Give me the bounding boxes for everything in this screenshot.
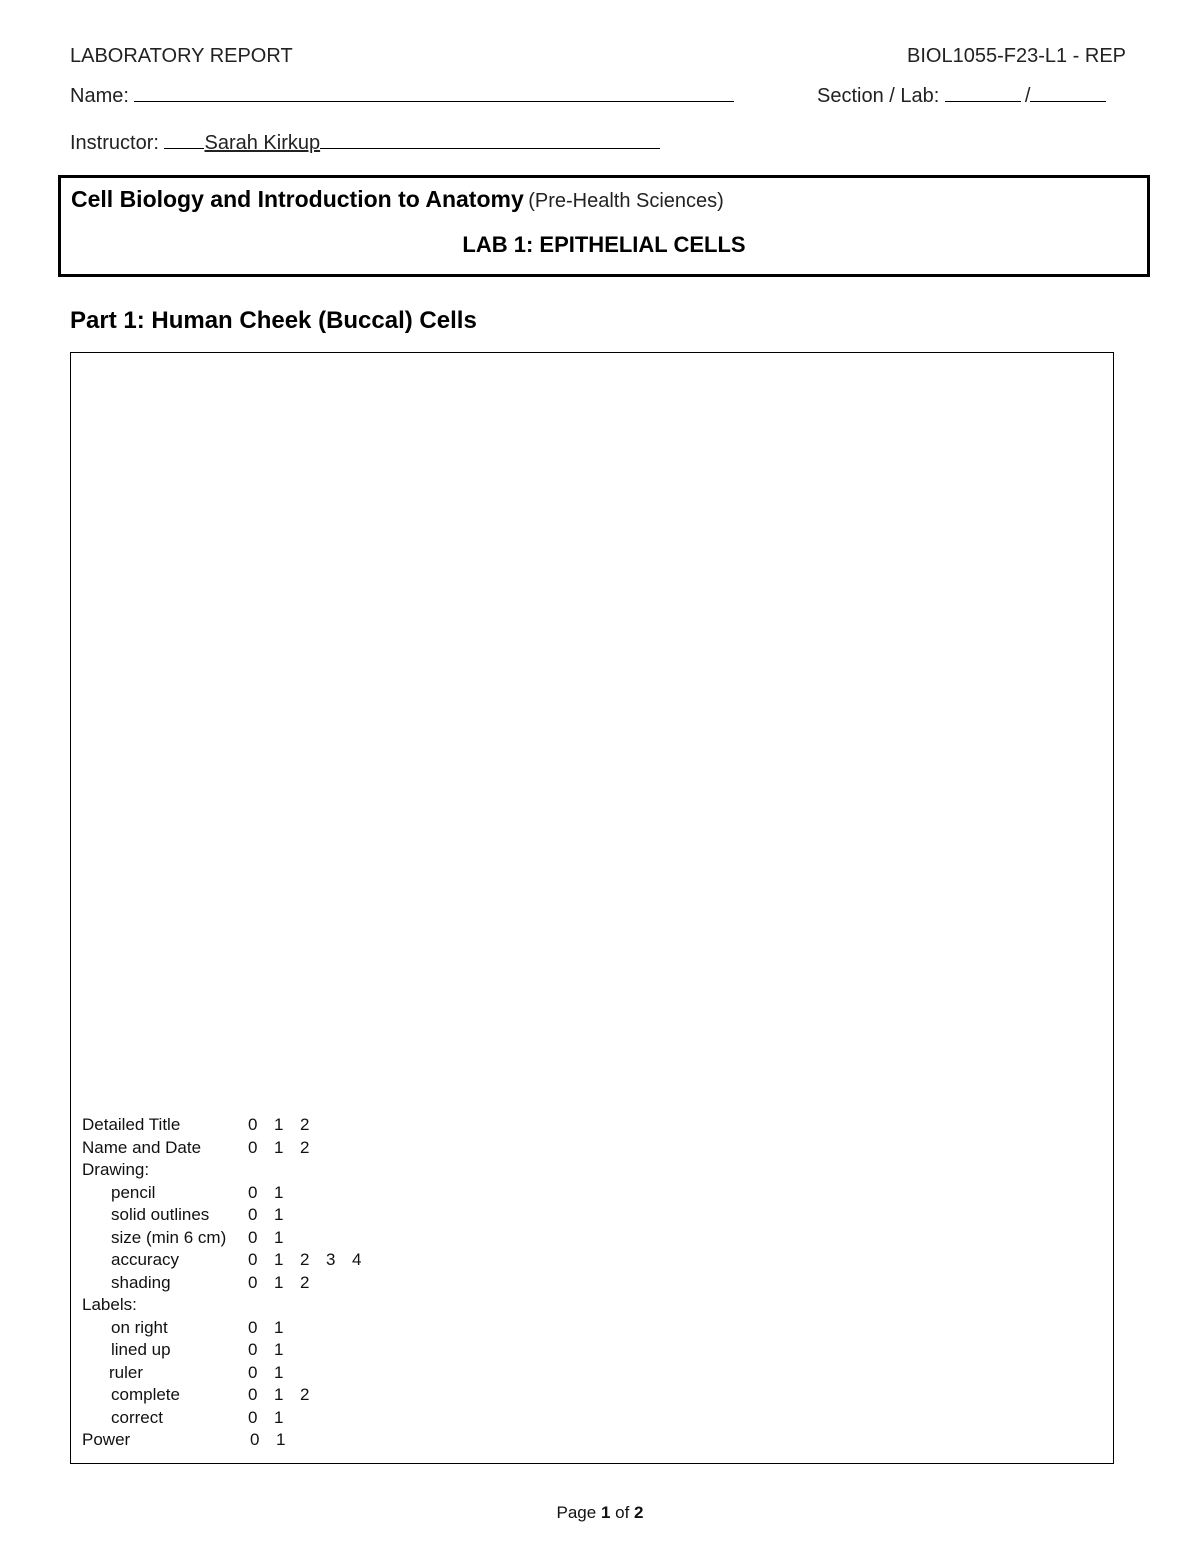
part1-title: Part 1: Human Cheek (Buccal) Cells xyxy=(70,307,477,334)
rubric-score-option[interactable]: 2 xyxy=(300,1137,310,1157)
rubric-score-option[interactable]: 1 xyxy=(274,1317,284,1337)
rubric-score-option[interactable]: 0 xyxy=(248,1182,258,1202)
rubric-scores xyxy=(248,1317,300,1340)
instructor-name: Sarah Kirkup xyxy=(204,132,321,154)
rubric-score-option[interactable]: 0 xyxy=(248,1272,258,1292)
section-separator: / xyxy=(1024,85,1031,107)
rubric-score-option[interactable]: 1 xyxy=(274,1362,284,1382)
rubric-score-option[interactable]: 1 xyxy=(274,1137,284,1157)
name-label: Name: xyxy=(70,85,135,107)
rubric-score-option[interactable]: 0 xyxy=(248,1115,258,1134)
rubric-score-option[interactable]: 0 xyxy=(248,1407,258,1427)
name-field[interactable] xyxy=(134,100,734,102)
rubric-score-option[interactable]: 1 xyxy=(276,1430,286,1449)
course-title-row xyxy=(71,186,724,213)
rubric-scores xyxy=(248,1182,300,1205)
section-field[interactable] xyxy=(945,101,1021,102)
rubric-score-option[interactable]: 1 xyxy=(274,1407,284,1427)
rubric-score-option[interactable]: 0 xyxy=(248,1385,258,1404)
rubric-score-option[interactable]: 1 xyxy=(274,1385,284,1404)
rubric-label: Name and Date xyxy=(82,1137,202,1157)
rubric-label: shading xyxy=(111,1272,171,1292)
rubric-score-option[interactable]: 1 xyxy=(274,1115,284,1134)
course-title: Cell Biology and Introduction to Anatomy xyxy=(71,186,524,212)
report-label: LABORATORY REPORT xyxy=(70,45,293,67)
page-word: Page xyxy=(556,1503,601,1522)
rubric-scores xyxy=(248,1227,300,1250)
rubric-score-option[interactable]: 0 xyxy=(248,1340,258,1359)
rubric-label: on right xyxy=(111,1317,168,1337)
title-box xyxy=(58,175,1150,277)
rubric-score-option[interactable]: 0 xyxy=(248,1317,258,1337)
rubric-score-option[interactable]: 2 xyxy=(300,1385,310,1404)
section-row xyxy=(817,85,1106,108)
rubric-scores xyxy=(248,1384,326,1407)
rubric-score-option[interactable]: 4 xyxy=(352,1250,362,1269)
rubric-score-option[interactable]: 1 xyxy=(274,1340,284,1359)
instructor-row xyxy=(70,132,660,155)
instructor-label: Instructor: xyxy=(70,132,165,154)
drawing-area[interactable] xyxy=(70,352,1114,1464)
lab-field[interactable] xyxy=(1030,101,1106,102)
rubric-score-option[interactable]: 1 xyxy=(274,1250,284,1269)
rubric-score-option[interactable]: 2 xyxy=(300,1250,310,1269)
rubric-label: solid outlines xyxy=(111,1205,210,1224)
rubric-scores xyxy=(248,1114,326,1137)
rubric-label: pencil xyxy=(111,1182,156,1202)
rubric-label: Labels: xyxy=(82,1295,137,1314)
rubric-score-option[interactable]: 0 xyxy=(248,1227,258,1247)
rubric-label: correct xyxy=(111,1407,163,1427)
lab-title: LAB 1: EPITHELIAL CELLS xyxy=(462,232,746,257)
rubric-scores xyxy=(248,1272,326,1295)
rubric-score-option[interactable]: 2 xyxy=(300,1115,310,1134)
rubric-scores xyxy=(248,1339,300,1362)
course-subtitle: (Pre-Health Sciences) xyxy=(528,190,724,212)
rubric-score-option[interactable]: 1 xyxy=(274,1272,284,1292)
rubric-label: lined up xyxy=(111,1340,171,1359)
rubric-label: Drawing: xyxy=(82,1160,150,1179)
rubric-scores xyxy=(248,1249,378,1272)
rubric-scores xyxy=(248,1407,300,1430)
rubric-label: complete xyxy=(111,1385,180,1404)
rubric-score-option[interactable]: 1 xyxy=(274,1227,284,1247)
rubric-label: accuracy xyxy=(111,1250,180,1269)
page-number: 1 xyxy=(600,1503,611,1522)
page-total: 2 xyxy=(634,1503,644,1522)
rubric-score-option[interactable]: 0 xyxy=(250,1430,260,1449)
rubric-scores xyxy=(248,1362,300,1385)
rubric-score-option[interactable]: 0 xyxy=(248,1362,258,1382)
rubric-label: size (min 6 cm) xyxy=(111,1227,227,1247)
rubric-score-option[interactable]: 0 xyxy=(248,1250,258,1269)
rubric-score-option[interactable]: 0 xyxy=(248,1205,258,1224)
rubric-score-option[interactable]: 0 xyxy=(248,1137,258,1157)
course-code: BIOL1055-F23-L1 - REP xyxy=(907,45,1126,67)
page-footer xyxy=(0,1503,1200,1523)
rubric-scores xyxy=(248,1137,326,1160)
rubric-label: Detailed Title xyxy=(82,1115,181,1134)
name-row xyxy=(70,85,734,108)
rubric-score-option[interactable]: 2 xyxy=(300,1272,310,1292)
rubric-label: ruler xyxy=(109,1362,144,1382)
rubric-scores xyxy=(250,1429,302,1452)
of-word: of xyxy=(610,1503,635,1522)
section-label: Section / Lab: xyxy=(817,85,945,107)
rubric-score-option[interactable]: 3 xyxy=(326,1250,336,1269)
rubric-score-option[interactable]: 1 xyxy=(274,1205,284,1224)
rubric-scores xyxy=(248,1204,300,1227)
rubric-score-option[interactable]: 1 xyxy=(274,1182,284,1202)
rubric-label: Power xyxy=(82,1430,131,1449)
